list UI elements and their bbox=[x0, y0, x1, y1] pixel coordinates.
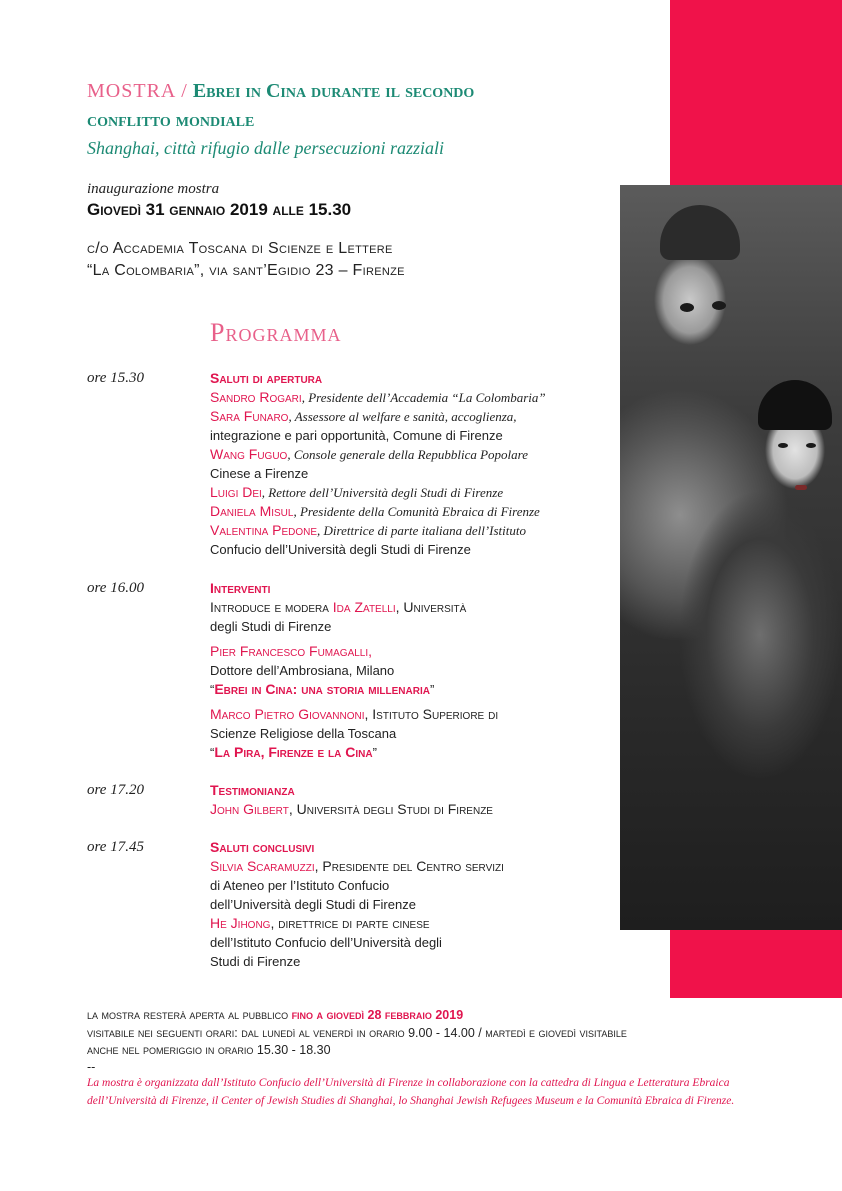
closing-date: fino a giovedì 28 febbraio 2019 bbox=[291, 1008, 464, 1022]
speaker-name: Daniela Misul bbox=[210, 503, 294, 519]
program-line: di Ateneo per l’Istituto Confucio bbox=[210, 878, 390, 893]
program-line: Silvia Scaramuzzi, Presidente del Centro servizi bbox=[210, 858, 504, 874]
vintage-photo-child-with-doll bbox=[620, 185, 842, 930]
speaker-name: Wang Fuguo bbox=[210, 446, 288, 462]
speaker-name: Valentina Pedone bbox=[210, 522, 318, 538]
program-line: “Ebrei in Cina: una storia millenaria” bbox=[210, 681, 435, 697]
photo-doll-eye bbox=[778, 443, 788, 448]
photo-doll-hair bbox=[758, 380, 832, 430]
program-line: “La Pira, Firenze e la Cina” bbox=[210, 744, 377, 760]
photo-child-eye bbox=[712, 301, 726, 310]
photo-doll-eye bbox=[806, 443, 816, 448]
photo-child-hair bbox=[660, 205, 740, 260]
speaker-name: Sandro Rogari bbox=[210, 389, 302, 405]
talk-title: Ebrei in Cina: una storia millenaria bbox=[214, 681, 430, 697]
program-title: Programma bbox=[210, 318, 342, 347]
exhibition-title-line1 bbox=[87, 80, 474, 103]
venue-line: “La Colombaria”, via sant’Egidio 23 – Firenze bbox=[87, 262, 405, 279]
time-label: ore 16.00 bbox=[87, 580, 144, 596]
speaker-name: John Gilbert bbox=[210, 801, 289, 817]
speaker-name: Luigi Dei bbox=[210, 484, 262, 500]
program-line: Cinese a Firenze bbox=[210, 466, 309, 481]
section-heading: Interventi bbox=[210, 580, 271, 596]
time-label: ore 17.45 bbox=[87, 839, 144, 855]
program-line: Dottore dell’Ambrosiana, Milano bbox=[210, 663, 395, 678]
inauguration-date: Giovedì 31 gennaio 2019 alle 15.30 bbox=[87, 200, 352, 219]
program-line: dell’Università degli Studi di Firenze bbox=[210, 897, 416, 912]
program-line: Scienze Religiose della Toscana bbox=[210, 726, 397, 741]
speaker-name: Marco Pietro Giovannoni bbox=[210, 706, 365, 722]
program-line: Sandro Rogari, Presidente dell’Accademia “La Colombaria” bbox=[210, 389, 546, 405]
footer-separator: -- bbox=[87, 1060, 96, 1074]
program-line: Marco Pietro Giovannoni, Istituto Superiore di bbox=[210, 706, 499, 722]
title-text: Ebrei in Cina durante il secondo bbox=[192, 80, 475, 102]
program-line: degli Studi di Firenze bbox=[210, 619, 332, 634]
program-line: Luigi Dei, Rettore dell’Università degli Studi di Firenze bbox=[210, 484, 504, 500]
organizer-note: dell’Università di Firenze, il Center of Jewish Studies di Shanghai, lo Shanghai Jewish Refugees Museum e la Comunità Ebraica di Firenze. bbox=[87, 1095, 735, 1107]
program-line: Confucio dell’Università degli Studi di Firenze bbox=[210, 542, 471, 557]
talk-title: La Pira, Firenze e la Cina bbox=[214, 744, 373, 760]
speaker-name: Silvia Scaramuzzi bbox=[210, 858, 315, 874]
program-line bbox=[210, 642, 372, 661]
program-line: Introduce e modera Ida Zatelli, Università bbox=[210, 599, 467, 615]
speaker-name: Ida Zatelli bbox=[332, 599, 396, 615]
exhibition-title-line2: conflitto mondiale bbox=[87, 109, 255, 131]
time-label: ore 15.30 bbox=[87, 370, 144, 386]
program-line: Wang Fuguo, Console generale della Repubblica Popolare bbox=[210, 446, 529, 462]
speaker-name: Sara Funaro bbox=[210, 408, 289, 424]
speaker-name: He Jihong bbox=[210, 915, 271, 931]
speaker-name: Pier Francesco Fumagalli, bbox=[210, 643, 373, 659]
program-line: He Jihong, direttrice di parte cinese bbox=[210, 915, 430, 931]
section-heading: Saluti conclusivi bbox=[210, 839, 315, 855]
exhibition-subtitle: Shanghai, città rifugio dalle persecuzioni razziali bbox=[87, 138, 444, 158]
time-label: ore 17.20 bbox=[87, 782, 144, 798]
program-line: John Gilbert, Università degli Studi di Firenze bbox=[210, 801, 493, 817]
program-line: Daniela Misul, Presidente della Comunità Ebraica di Firenze bbox=[210, 503, 540, 519]
photo-child-eye bbox=[680, 303, 694, 312]
footer-line: visitabile nei seguenti orari: dal lunedì al venerdì in orario 9.00 - 14.00 / martedì e giovedì visitabile bbox=[87, 1026, 627, 1040]
footer-line: la mostra resterà aperta al pubblico fino a giovedì 28 febbraio 2019 bbox=[87, 1008, 464, 1022]
section-heading: Testimonianza bbox=[210, 782, 295, 798]
organizer-note: La mostra è organizzata dall’Istituto Confucio dell’Università di Firenze in collaborazione con la cattedra di Lingua e Letteratura Ebraica bbox=[87, 1077, 730, 1089]
program-line: integrazione e pari opportunità, Comune di Firenze bbox=[210, 428, 503, 443]
inauguration-label: inaugurazione mostra bbox=[87, 181, 220, 197]
program-line: Studi di Firenze bbox=[210, 954, 301, 969]
program-line: dell’Istituto Confucio dell’Università degli bbox=[210, 935, 442, 950]
program-line: Sara Funaro, Assessore al welfare e sanità, accoglienza, bbox=[210, 408, 517, 424]
photo-doll-mouth bbox=[795, 485, 807, 490]
mostra-label: MOSTRA / bbox=[87, 80, 188, 102]
section-heading: Saluti di apertura bbox=[210, 370, 323, 386]
venue-line: c/o Accademia Toscana di Scienze e Lettere bbox=[87, 240, 393, 257]
footer-line: anche nel pomeriggio in orario 15.30 - 18.30 bbox=[87, 1043, 331, 1057]
program-line: Valentina Pedone, Direttrice di parte italiana dell’Istituto bbox=[210, 522, 526, 538]
